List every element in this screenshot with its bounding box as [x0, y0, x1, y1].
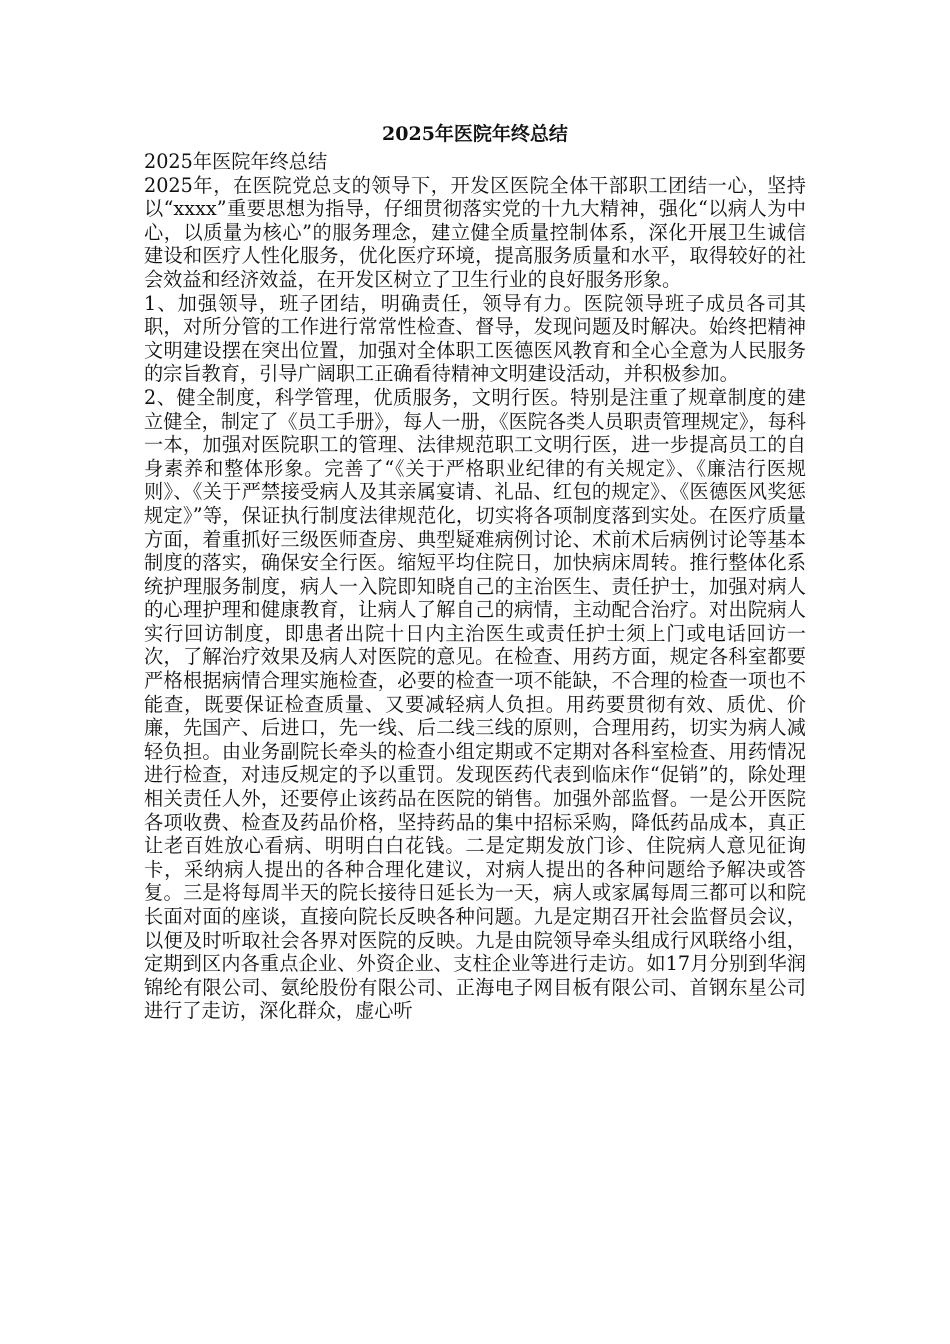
document-body — [144, 150, 806, 1023]
paragraph-section-1: 1、加强领导，班子团结，明确责任，领导有力。医院领导班子成员各司其职，对所分管的工作进行常常性检查、督导，发现问题及时解决。始终把精神文明建设摆在突出位置，加强对全体职工医德医风教育和全心全意为人民服务的宗旨教育，引导广阔职工正确看待精神文明建设活动，并积极参加。 — [144, 291, 806, 386]
document-page — [144, 120, 806, 1023]
paragraph-section-2: 2、健全制度，科学管理，优质服务，文明行医。特别是注重了规章制度的建立健全，制定了《员工手册》，每人一册，《医院各类人员职责管理规定》，每科一本，加强对医院职工的管理、法律规范职工文明行医，进一步提高员工的自身素养和整体形象。完善了“《关于严格职业纪律的有关规定》、《廉洁行医规则》、《关于严禁接受病人及其亲属宴请、礼品、红包的规定》、《医德医风奖惩规定》”等，保证执行制度法律规范化，切实将各项制度落到实处。在医疗质量方面，着重抓好三级医师查房、典型疑难病例讨论、术前术后病例讨论等基本制度的落实，确保安全行医。缩短平均住院日，加快病床周转。推行整体化系统护理服务制度，病人一入院即知晓自己的主治医生、责任护士，加强对病人的心理护理和健康教育，让病人了解自己的病情，主动配合治疗。对出院病人实行回访制度，即患者出院十日内主治医生或责任护士须上门或电话回访一次，了解治疗效果及病人对医院的意见。在检查、用药方面，规定各科室都要严格根据病情合理实施检查，必要的检查一项不能缺，不合理的检查一项也不能查，既要保证检查质量、又要减轻病人负担。用药要贯彻有效、质优、价廉，先国产、后进口，先一线、后二线三线的原则，合理用药，切实为病人减轻负担。由业务副院长牵头的检查小组定期或不定期对各科室检查、用药情况进行检查，对违反规定的予以重罚。发现医药代表到临床作“促销”的，除处理相关责任人外，还要停止该药品在医院的销售。加强外部监督。一是公开医院各项收费、检查及药品价格，坚持药品的集中招标采购，降低药品成本，真正让老百姓放心看病、明明白白花钱。二是定期发放门诊、住院病人意见征询卡，采纳病人提出的各种合理化建议，对病人提出的各种问题给予解决或答复。三是将每周半天的院长接待日延长为一天，病人或家属每周三都可以和院长面对面的座谈，直接向院长反映各种问题。九是定期召开社会监督员会议，以便及时听取社会各界对医院的反映。九是由院领导牵头组成行风联络小组，定期到区内各重点企业、外资企业、支柱企业等进行走访。如17月分别到华润锦纶有限公司、氨纶股份有限公司、正海电子网目板有限公司、首钢东星公司进行了走访，深化群众，虚心听 — [144, 385, 806, 1023]
paragraph-intro: 2025年，在医院党总支的领导下，开发区医院全体干部职工团结一心，坚持以“xxxx”重要思想为指导，仔细贯彻落实党的十九大精神，强化“以病人为中心，以质量为核心”的服务理念，建立健全质量控制体系，深化开展卫生诚信建设和医疗人性化服务，优化医疗环境，提高服务质量和水平，取得较好的社会效益和经济效益，在开发区树立了卫生行业的良好服务形象。 — [144, 173, 806, 291]
document-title: 2025年医院年终总结 — [382, 123, 568, 145]
paragraph-subtitle: 2025年医院年终总结 — [144, 150, 328, 173]
